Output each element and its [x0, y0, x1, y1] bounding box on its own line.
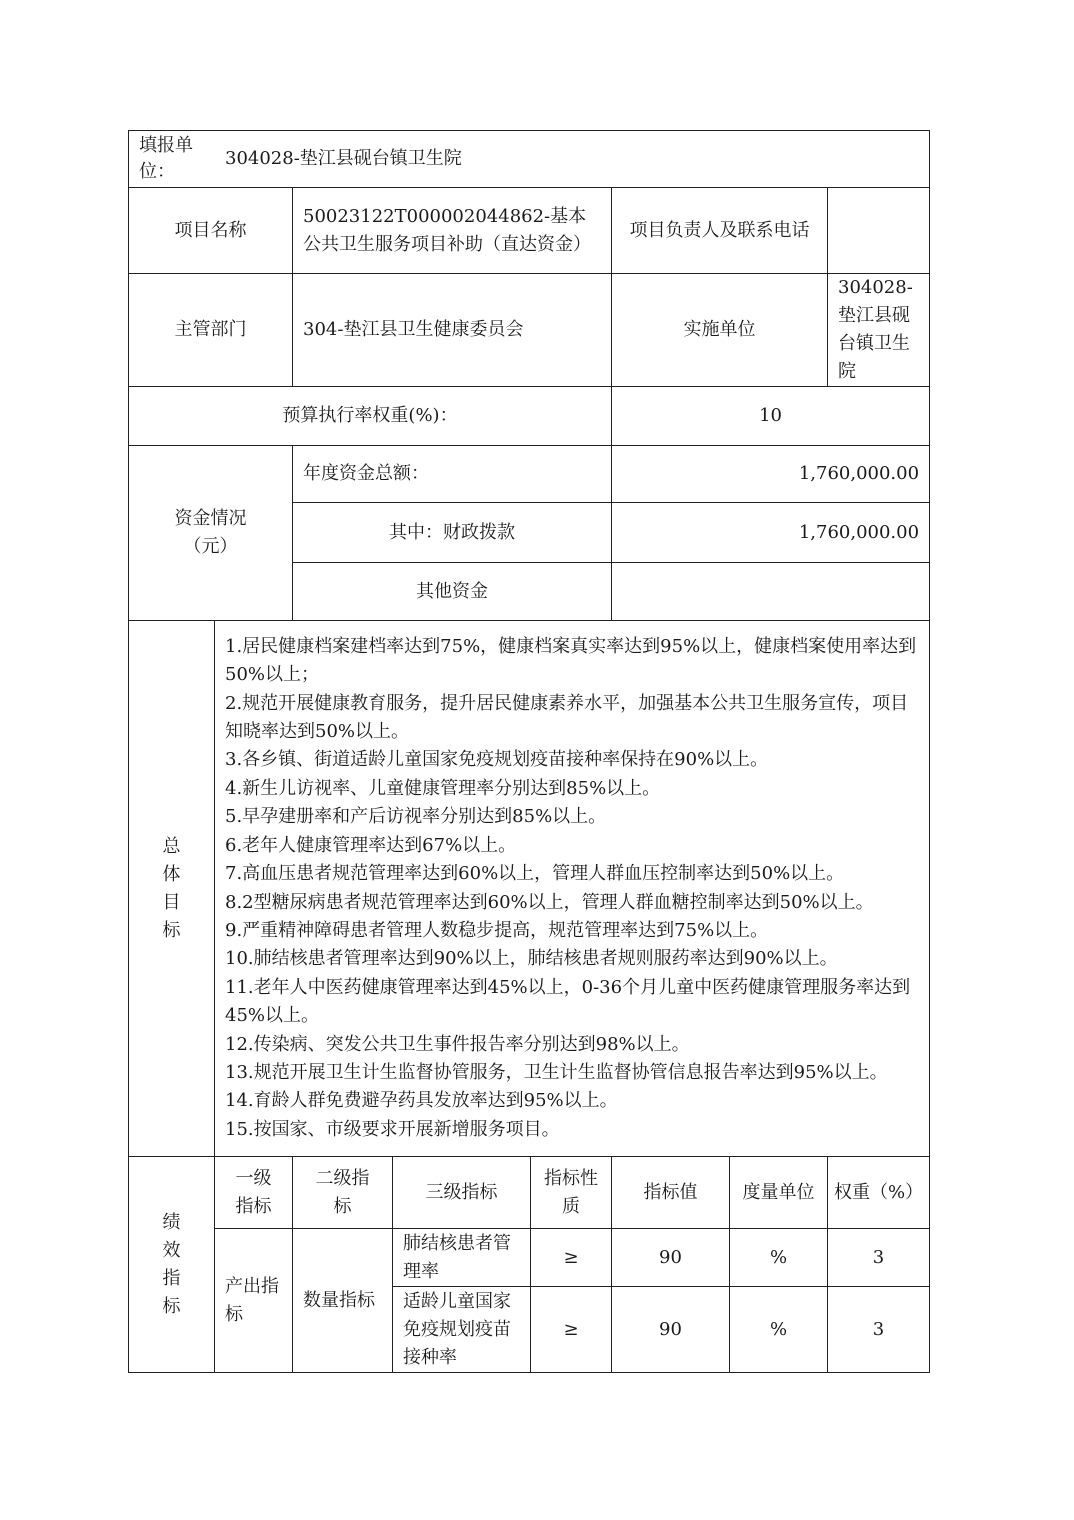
goal-item: 5.早孕建册率和产后访视率分别达到85%以上。 — [225, 806, 607, 828]
project-name-value: 50023122T000002044862-基本公共卫生服务项目补助（直达资金） — [293, 188, 612, 274]
goal-item: 6.老年人健康管理率达到67%以上。 — [225, 834, 517, 856]
reporting-unit-label: 填报单 位： — [139, 135, 193, 182]
funds-fiscal-value: 1,760,000.00 — [612, 503, 930, 563]
project-contact-label: 项目负责人及联系电话 — [612, 188, 828, 274]
indicator-weight: 3 — [828, 1287, 930, 1373]
implementing-unit-value: 304028-垫江县砚台镇卫生院 — [828, 274, 930, 387]
goal-item: 3.各乡镇、街道适龄儿童国家免疫规划疫苗接种率保持在90%以上。 — [225, 749, 769, 771]
indicator-value: 90 — [612, 1229, 730, 1287]
funds-total-label: 年度资金总额： — [293, 446, 612, 503]
header-value: 指标值 — [612, 1157, 730, 1229]
budget-weight-label: 预算执行率权重(%)： — [129, 387, 612, 446]
funds-fiscal-label: 其中：财政拨款 — [293, 503, 612, 563]
header-nature: 指标性质 — [531, 1157, 612, 1229]
indicator-value: 90 — [612, 1287, 730, 1373]
indicator-nature: ≥ — [531, 1287, 612, 1373]
overall-goals-label: 总 体 目 标 — [129, 621, 215, 1157]
budget-weight-value: 10 — [612, 387, 930, 446]
indicator-weight: 3 — [828, 1229, 930, 1287]
indicator-unit: % — [730, 1287, 828, 1373]
goal-item: 2.规范开展健康教育服务，提升居民健康素养水平，加强基本公共卫生服务宣传，项目知晓率达到50%以上。 — [225, 692, 909, 743]
funds-label: 资金情况 （元） — [129, 446, 293, 621]
header-unit: 度量单位 — [730, 1157, 828, 1229]
project-name-label: 项目名称 — [129, 188, 293, 274]
form-table — [128, 130, 930, 1373]
goal-item: 13.规范开展卫生计生监督协管服务，卫生计生监督协管信息报告率达到95%以上。 — [225, 1061, 888, 1083]
performance-label: 绩 效 指 标 — [129, 1157, 215, 1373]
goal-item: 9.严重精神障碍患者管理人数稳步提高，规范管理率达到75%以上。 — [225, 919, 769, 941]
reporting-unit-value: 304028-垫江县砚台镇卫生院 — [225, 148, 462, 169]
goal-item: 1.居民健康档案建档率达到75%，健康档案真实率达到95%以上，健康档案使用率达到50%以上； — [225, 635, 917, 686]
goal-item: 14.育龄人群免费避孕药具发放率达到95%以上。 — [225, 1090, 618, 1112]
header-level2: 二级指标 — [293, 1157, 393, 1229]
overall-goals-list — [215, 621, 930, 1157]
indicator-name: 适龄儿童国家免疫规划疫苗接种率 — [393, 1287, 531, 1373]
department-label: 主管部门 — [129, 274, 293, 387]
header-level1: 一级指标 — [215, 1157, 293, 1229]
goal-item: 15.按国家、市级要求开展新增服务项目。 — [225, 1118, 560, 1140]
level1-value: 产出指标 — [215, 1229, 293, 1373]
header-level3: 三级指标 — [393, 1157, 531, 1229]
goal-item: 7.高血压患者规范管理率达到60%以上，管理人群血压控制率达到50%以上。 — [225, 863, 845, 885]
indicator-name: 肺结核患者管理率 — [393, 1229, 531, 1287]
funds-other-value — [612, 563, 930, 621]
goal-item: 11.老年人中医药健康管理率达到45%以上，0-36个月儿童中医药健康管理服务率达到45%以上。 — [225, 976, 911, 1027]
reporting-unit-row — [129, 131, 930, 188]
level2-value: 数量指标 — [293, 1229, 393, 1373]
indicator-unit: % — [730, 1229, 828, 1287]
goal-item: 4.新生儿访视率、儿童健康管理率分别达到85%以上。 — [225, 777, 661, 799]
department-value: 304-垫江县卫生健康委员会 — [293, 274, 612, 387]
implementing-unit-label: 实施单位 — [612, 274, 828, 387]
goal-item: 10.肺结核患者管理率达到90%以上，肺结核患者规则服药率达到90%以上。 — [225, 948, 838, 970]
goal-item: 8.2型糖尿病患者规范管理率达到60%以上，管理人群血糖控制率达到50%以上。 — [225, 891, 874, 913]
project-contact-value — [828, 188, 930, 274]
performance-goal-form — [128, 130, 929, 1373]
header-weight: 权重（%） — [828, 1157, 930, 1229]
funds-other-label: 其他资金 — [293, 563, 612, 621]
goal-item: 12.传染病、突发公共卫生事件报告率分别达到98%以上。 — [225, 1033, 690, 1055]
indicator-nature: ≥ — [531, 1229, 612, 1287]
funds-total-value: 1,760,000.00 — [612, 446, 930, 503]
